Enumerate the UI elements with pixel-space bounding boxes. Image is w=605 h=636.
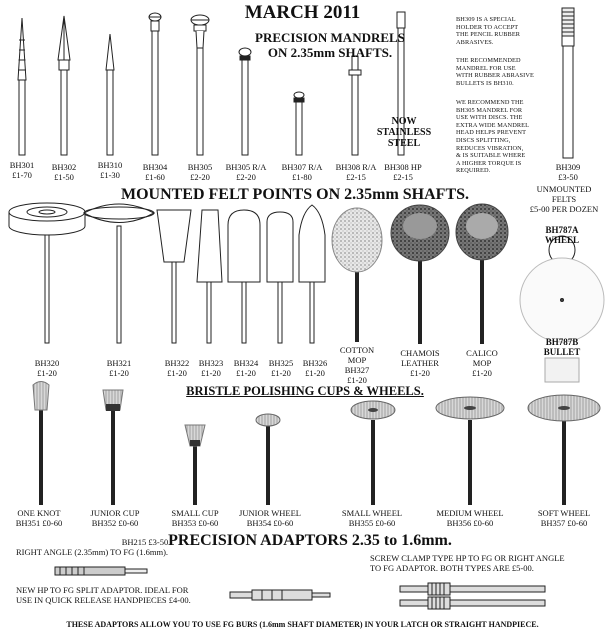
split-adaptor-line2: USE IN QUICK RELEASE HANDPIECES £4-00. [16,595,191,605]
wheel-name: WHEEL [544,235,579,245]
screw-clamp-line1: SCREW CLAMP TYPE HP TO FG OR RIGHT ANGLE [370,553,565,563]
item-name: SOFT WHEEL [537,508,591,518]
unmounted-felts-note [525,184,603,214]
felt-label-bh320 [27,358,67,378]
mop-chamois [391,205,449,344]
mandrel-bh301 [18,18,26,155]
bristle-label-bh356 [430,508,510,528]
item-price: £1-20 [167,368,187,378]
bristle-label-bh354 [234,508,306,528]
felt-heading: MOUNTED FELT POINTS ON 2.35mm SHAFTS. [120,186,470,203]
item-code: BH310 [97,160,123,170]
item-price: £2-15 [346,172,366,182]
mandrel-label-bh307-ra [276,162,328,182]
mop-cotton [332,208,382,342]
mandrel-label-bh301 [2,160,42,180]
brush-bh352 [103,390,123,505]
item-code: BH326 [302,358,328,368]
item-code: BH305 R/A [225,162,267,172]
bullet-code: BH787B [545,337,579,347]
bh787a-label [530,225,594,245]
bh787b-label [530,337,594,357]
stainless-line2: STAINLESS [376,127,432,138]
split-adaptor-line1: NEW HP TO FG SPLIT ADAPTOR. IDEAL FOR [16,585,189,595]
mandrels-heading-line2: ON 2.35mm SHAFTS. [267,45,393,60]
item-code: BH356 [446,518,472,528]
item-name: ONE KNOT [17,508,61,518]
felt-bh324 [228,210,260,343]
bristle-label-bh352 [82,508,148,528]
item-price: £1-70 [12,170,32,180]
brush-bh353 [185,425,205,505]
item-code: BH301 [9,160,35,170]
item-price: £1-50 [54,172,74,182]
item-name: SMALL CUP [171,508,219,518]
screw-clamp-line2: TO FG ADAPTOR. BOTH TYPES ARE £5-00. [370,563,534,573]
item-code: BH307 R/A [281,162,323,172]
felt-bh323 [197,210,222,343]
item-code: BH308 HP [384,162,422,172]
item-name: JUNIOR CUP [90,508,140,518]
mandrel-label-bh304 [135,162,175,182]
note-bh305: WE RECOMMEND THE BH305 MANDREL FOR USE WITH DISCS. THE EXTRA WIDE MANDREL HEAD HELPS PREVENT DISCS SPLITTING, REDUCES VIBRATION, & IS SUITABLE WHERE A HIGHER TORQUE IS REQUIRED. [456,99,530,175]
item-code: BH324 [233,358,259,368]
item-price: £1-20 [109,368,129,378]
item-code: BH353 [171,518,197,528]
item-name: MEDIUM WHEEL [436,508,504,518]
bristle-label-bh351 [8,508,70,528]
mop-label-calico [460,348,504,378]
bristle-label-bh353 [162,508,228,528]
item-price: £0-60 [42,518,63,528]
mandrel-bh308-ra [349,56,361,155]
item-code: BH322 [164,358,190,368]
mop-price: £1-20 [410,368,430,378]
mandrel-label-bh309 [548,162,588,182]
brush-bh355 [351,401,395,505]
item-code: BH351 [15,518,41,528]
item-code: BH357 [540,518,566,528]
item-price: £1-20 [37,368,57,378]
item-code: BH355 [348,518,374,528]
felt-bh320 [9,203,85,343]
item-code: BH304 [142,162,168,172]
mandrels-heading [240,30,420,60]
stainless-line1: NOW [391,116,417,127]
mandrel-label-bh305 [180,162,220,182]
felt-label-bh322 [160,358,194,378]
item-name: JUNIOR WHEEL [239,508,301,518]
unmounted-felt-images [520,236,604,382]
item-price: £1-20 [305,368,325,378]
item-price: £1-20 [201,368,221,378]
item-price: £0-60 [473,518,494,528]
item-price: £1-60 [145,172,165,182]
item-price: £1-20 [271,368,291,378]
mop-name1: CHAMOIS [400,348,440,358]
item-code: BH302 [51,162,77,172]
item-code: BH321 [106,358,132,368]
mop-label-cotton [334,345,380,385]
mop-price: £1-20 [347,375,367,385]
item-price: £0-60 [273,518,294,528]
mandrel-label-bh305-ra [220,162,272,182]
unmounted-line2: FELTS [551,194,577,204]
felt-label-bh324 [229,358,263,378]
mandrel-bh310 [106,34,114,155]
stainless-note [372,116,436,149]
adaptor-bh215 [55,567,147,575]
brush-bh354 [256,414,280,505]
felt-bh326 [299,205,325,343]
mandrel-label-bh310 [90,160,130,180]
felt-label-bh323 [194,358,228,378]
felt-bh322 [157,210,191,343]
mop-name2: LEATHER [401,358,439,368]
brush-bh351 [33,382,49,506]
bullet-name: BULLET [543,347,581,357]
mop-name2: MOP [347,355,367,365]
stainless-line3: STEEL [387,138,421,149]
item-price: £0-60 [118,518,139,528]
bristle-label-bh357 [528,508,600,528]
item-price: £2-20 [190,172,210,182]
adaptor-screw-clamp [400,583,545,609]
item-price: £3-50 [558,172,578,182]
item-price: £1-20 [236,368,256,378]
mop-code: BH327 [344,365,370,375]
mop-name2: MOP [472,358,492,368]
wheel-code: BH787A [545,225,579,235]
mandrel-bh305 [191,15,209,155]
item-price: £1-80 [292,172,312,182]
item-code: BH354 [246,518,272,528]
note-bh309: BH309 IS A SPECIAL HOLDER TO ACCEPT THE PENCIL RUBBER ABRASIVES. [456,16,521,46]
felt-bh325 [267,212,293,343]
felt-label-bh325 [264,358,298,378]
bh215-description: RIGHT ANGLE (2.35mm) TO FG (1.6mm). [16,547,169,557]
item-price: £2-15 [393,172,413,182]
mop-name1: COTTON [339,345,375,355]
felt-label-bh321 [99,358,139,378]
item-code: BH309 [555,162,581,172]
item-code: BH320 [34,358,60,368]
note-bh310: THE RECOMMENDED MANDREL FOR USE WITH RUBBER ABRASIVE BULLETS IS BH310. [456,57,534,87]
adaptors-heading: PRECISION ADAPTORS 2.35 to 1.6mm. [168,532,452,549]
item-code: BH325 [268,358,294,368]
mop-calico [456,204,508,344]
mop-price: £1-20 [472,368,492,378]
item-price: £2-20 [236,172,256,182]
item-code: BH305 [187,162,213,172]
item-price: £1-30 [100,170,120,180]
item-code: BH308 R/A [335,162,377,172]
item-price: £0-60 [567,518,588,528]
unmounted-line1: UNMOUNTED [536,184,592,194]
felt-bh321 [84,204,154,343]
item-code: BH323 [198,358,224,368]
mop-label-chamois [396,348,444,378]
page-title: MARCH 2011 [244,2,361,23]
mandrel-bh309 [562,8,574,158]
mandrel-bh304 [149,13,161,155]
mop-name1: CALICO [466,348,498,358]
bristle-label-bh355 [336,508,408,528]
item-name: SMALL WHEEL [341,508,403,518]
mandrel-label-bh308-hp [378,162,428,182]
mandrel-bh302 [58,16,70,155]
unmounted-line3: £5-00 PER DOZEN [529,204,599,214]
item-price: £0-60 [198,518,219,528]
item-price: £0-60 [375,518,396,528]
mandrel-label-bh302 [44,162,84,182]
item-code: BH352 [91,518,117,528]
bh215-price: BH215 £3-50 [121,537,169,547]
brush-bh356 [436,397,504,505]
mandrel-bh305-ra [239,48,251,155]
mandrels-heading-line1: PRECISION MANDRELS [255,30,405,45]
mandrel-label-bh308-ra [330,162,382,182]
mandrel-bh307-ra [294,92,304,155]
brush-bh357 [528,395,600,505]
adaptors-footer: THESE ADAPTORS ALLOW YOU TO USE FG BURS (1.6mm SHAFT DIAMETER) IN YOUR LATCH OR STRAIGHT HANDPIECE. [66,620,539,629]
bristle-heading: BRISTLE POLISHING CUPS & WHEELS. [186,384,424,398]
felt-label-bh326 [298,358,332,378]
